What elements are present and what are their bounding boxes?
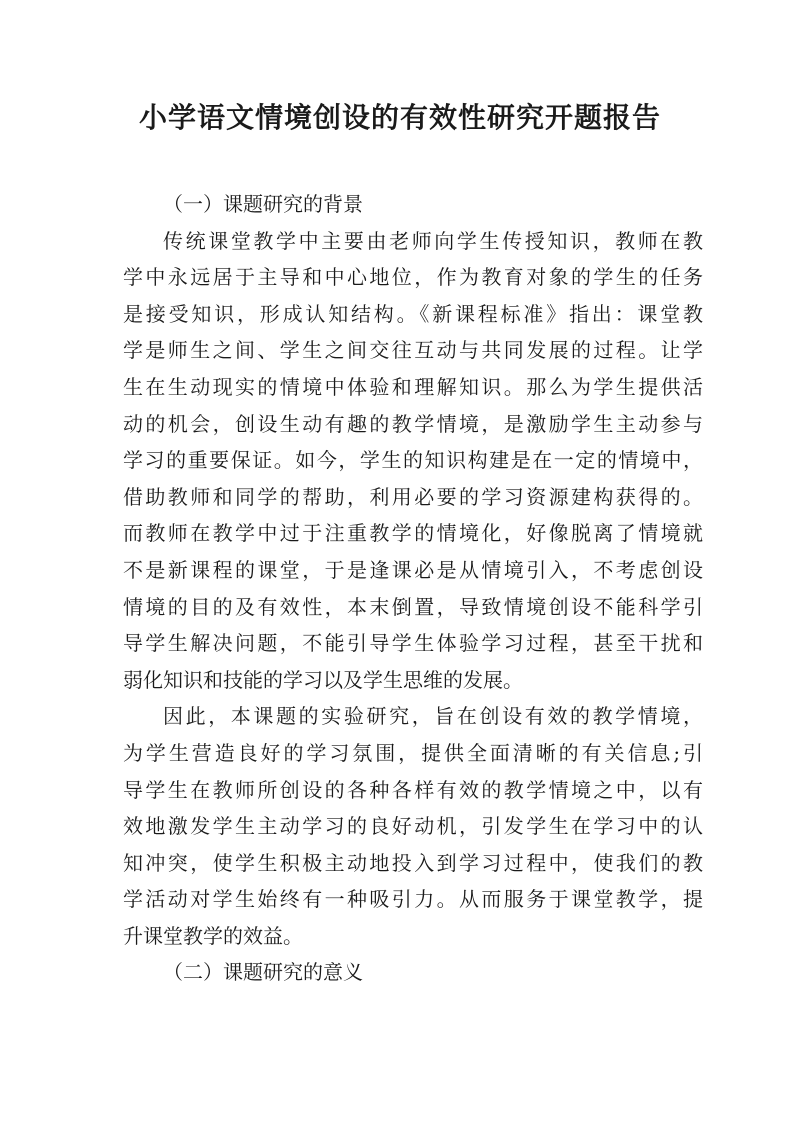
paragraph-line: 导学生在教师所创设的各种各样有效的教学情境之中，以有 [123, 777, 703, 802]
paragraph-purpose [123, 698, 703, 954]
paragraph-line: 学中永远居于主导和中心地位，作为教育对象的学生的任务 [123, 265, 703, 290]
paragraph-background [123, 223, 703, 699]
document-title: 小学语文情境创设的有效性研究开题报告 [138, 101, 661, 134]
paragraph-line: 弱化知识和技能的学习以及学生思维的发展。 [123, 667, 523, 692]
section-heading-significance: （二）课题研究的意义 [163, 960, 363, 985]
document-body [123, 186, 703, 991]
paragraph-line: 为学生营造良好的学习氛围，提供全面清晰的有关信息;引 [123, 740, 703, 765]
paragraph-line: 学活动对学生始终有一种吸引力。从而服务于课堂教学，提 [123, 887, 703, 912]
paragraph-line: 学习的重要保证。如今，学生的知识构建是在一定的情境中， [123, 448, 703, 473]
paragraph-line: 借助教师和同学的帮助，利用必要的学习资源建构获得的。 [123, 484, 703, 509]
paragraph-line: 导学生解决问题，不能引导学生体验学习过程，甚至干扰和 [123, 631, 703, 656]
paragraph-line: 而教师在教学中过于注重教学的情境化，好像脱离了情境就 [123, 521, 703, 546]
paragraph-line: 升课堂教学的效益。 [123, 923, 303, 948]
paragraph-line: 因此，本课题的实验研究，旨在创设有效的教学情境， [163, 704, 703, 729]
paragraph-line: 不是新课程的课堂，于是逢课必是从情境引入，不考虑创设 [123, 557, 703, 582]
paragraph-line: 动的机会，创设生动有趣的教学情境，是激励学生主动参与 [123, 411, 703, 436]
paragraph-line: 是接受知识，形成认知结构。《新课程标准》指出：课堂教 [123, 301, 703, 326]
paragraph-line: 生在生动现实的情境中体验和理解知识。那么为学生提供活 [123, 374, 703, 399]
paragraph-line: 学是师生之间、学生之间交往互动与共同发展的过程。让学 [123, 338, 703, 363]
paragraph-line: 传统课堂教学中主要由老师向学生传授知识，教师在教 [163, 228, 703, 253]
section-heading-background: （一）课题研究的背景 [163, 192, 363, 216]
paragraph-line: 知冲突，使学生积极主动地投入到学习过程中，使我们的教 [123, 850, 703, 875]
paragraph-line: 效地激发学生主动学习的良好动机，引发学生在学习中的认 [123, 814, 703, 839]
paragraph-line: 情境的目的及有效性，本末倒置，导致情境创设不能科学引 [123, 594, 703, 619]
